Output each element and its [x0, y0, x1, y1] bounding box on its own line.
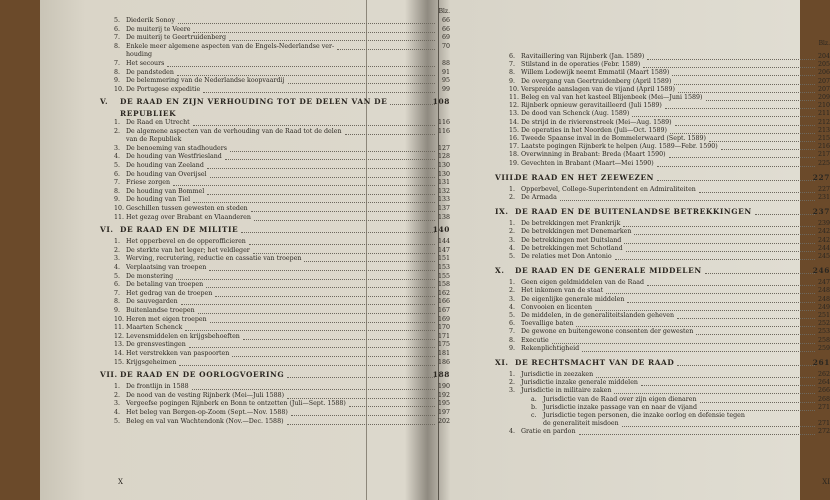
- toc-entry: [100, 85, 450, 94]
- toc-title: Buitenlandse troepen: [126, 307, 195, 314]
- toc-number: 6.: [114, 170, 121, 178]
- column-header: Blz.: [818, 40, 830, 47]
- toc-title: De strijd in de rivierenstreek (Mei—Aug. 1589): [521, 118, 672, 126]
- toc-number: 6.: [114, 281, 121, 289]
- toc-page-number: 215: [817, 135, 830, 142]
- toc-number: 8.: [509, 336, 516, 344]
- toc-page-number: 130: [437, 162, 450, 169]
- toc-page-number: 209: [817, 94, 830, 101]
- toc-number: 8.: [114, 42, 121, 50]
- toc-leader-dots: [390, 103, 435, 105]
- toc-number: 1.: [114, 119, 121, 126]
- toc-number: 9.: [114, 196, 121, 204]
- toc-leader-dots: [657, 165, 815, 167]
- toc-title: De betaling van troepen: [126, 281, 204, 289]
- toc-page-number: 144: [437, 238, 450, 246]
- toc-leader-dots: [287, 423, 435, 425]
- toc-title: Het gedrag van de troepen: [126, 289, 213, 297]
- toc-entry: [100, 213, 450, 222]
- toc-entry: [495, 193, 830, 202]
- toc-number: a.: [531, 395, 537, 403]
- toc-number: 9.: [114, 307, 121, 314]
- page-number: X: [118, 478, 123, 486]
- toc-title: De Raad en Utrecht: [126, 119, 190, 126]
- toc-number: 12.: [114, 332, 125, 340]
- toc-page-number: 192: [437, 391, 450, 399]
- toc-page-number: 217: [817, 151, 830, 159]
- toc-page-number: 69: [441, 34, 450, 42]
- toc-page-number: 197: [437, 409, 450, 416]
- toc-page-number: 268: [817, 395, 830, 403]
- toc-number: 3.: [509, 387, 516, 395]
- toc-number: 11.: [114, 324, 125, 332]
- toc-number: 5.: [114, 162, 121, 169]
- toc-title: De muiterij te Veere: [126, 25, 191, 33]
- toc-page-number: 253: [817, 328, 830, 336]
- toc-page-number: 242: [817, 228, 830, 236]
- toc-title: DE RAAD EN DE GENERALE MIDDELEN: [515, 266, 702, 276]
- toc-title: Het beleg van Bergen-op-Zoom (Sept.—Nov. 1588): [126, 409, 288, 416]
- toc-page-number: 155: [437, 272, 450, 280]
- toc-page-number: 205: [817, 61, 830, 69]
- toc-title: Jurisdictie inzake passage van en naar de vijand: [543, 403, 697, 411]
- toc-number: 10.: [114, 85, 125, 93]
- toc-number: 2.: [509, 228, 516, 236]
- toc-number: IX.: [495, 207, 509, 217]
- toc-title: DE RAAD EN DE OORLOGVOERING: [120, 370, 285, 380]
- toc-number: XI.: [495, 358, 509, 367]
- toc-title: Het verstrekken van paspoorten: [126, 350, 230, 357]
- toc-page-number: 188: [432, 370, 450, 380]
- toc-page-number: 211: [817, 110, 830, 118]
- toc-number: c.: [531, 412, 537, 419]
- toc-page-number: 261: [812, 358, 830, 367]
- toc-title: Tweede Spaanse inval in de Bommelerwaard (Sept. 1589): [521, 135, 706, 142]
- toc-title: De Portugese expeditie: [126, 85, 201, 93]
- toc-title: De pandsteden: [126, 68, 174, 76]
- toc-number: 8.: [114, 298, 121, 306]
- toc-number: 1.: [114, 238, 121, 246]
- toc-page-number: 237: [812, 207, 830, 217]
- toc-leader-dots: [203, 91, 435, 93]
- toc-chapter: [100, 225, 450, 234]
- toc-number: 2.: [114, 127, 121, 135]
- toc-page-number: 127: [437, 144, 450, 152]
- toc-title: De sauvegarden: [126, 298, 178, 306]
- toc-page-number: 66: [441, 25, 450, 33]
- toc-page-number: 249: [817, 303, 830, 311]
- toc-page-number: 246: [812, 266, 830, 276]
- toc-number: 9.: [509, 77, 516, 85]
- toc-page-number: 239: [817, 220, 830, 228]
- toc-title: De overgang van Geertruidenberg (April 1589): [521, 77, 672, 85]
- toc-leader-dots: [287, 376, 435, 378]
- toc-entry: [495, 344, 830, 353]
- toc-title: Vergeefse pogingen Rijnberk en Bonn te ontzetten (Juli—Sept. 1588): [126, 400, 346, 408]
- open-book: [40, 0, 830, 500]
- toc-title: Opperbevel, College-Superintendent en Admiraliteiten: [521, 185, 696, 193]
- toc-title: Werving, recrutering, reductie en cassatie van troepen: [126, 255, 302, 263]
- toc-page-number: 108: [432, 97, 450, 107]
- toc-number: 4.: [509, 428, 516, 436]
- toc-number: 9.: [509, 344, 516, 352]
- toc-number: 3.: [114, 400, 121, 408]
- toc-title: REPUBLIEK: [120, 109, 177, 119]
- toc-number: 5.: [509, 253, 516, 260]
- toc-number: 6.: [509, 53, 516, 60]
- toc-title: De houding van Westfriesland: [126, 153, 222, 161]
- toc-title: De betrekkingen met Frankrijk: [521, 220, 621, 228]
- toc-page-number: 264: [817, 379, 830, 387]
- toc-title: DE RAAD EN ZIJN VERHOUDING TOT DE DELEN VAN DE: [120, 97, 388, 107]
- toc-title: Gratie en pardon: [521, 428, 576, 436]
- toc-page-number: 248: [817, 295, 830, 303]
- toc-number: VII.: [100, 370, 118, 380]
- toc-page-number: 272: [817, 428, 830, 436]
- toc-page-number: 195: [437, 400, 450, 408]
- toc-title: De benoeming van stadhouders: [126, 144, 227, 152]
- toc-title: Het gezag over Brabant en Vlaanderen: [126, 213, 251, 221]
- toc-number: V.: [100, 97, 109, 107]
- toc-title: Maarten Schenck: [126, 324, 183, 332]
- toc-leader-dots: [615, 258, 815, 260]
- toc-page-number: 227: [812, 172, 830, 182]
- toc-title: De Armada: [521, 194, 557, 201]
- toc-number: 14.: [509, 118, 520, 126]
- toc-page-number: 130: [437, 170, 450, 178]
- toc-number: 5.: [114, 17, 121, 24]
- toc-entry: [495, 159, 830, 168]
- toc-title: De betrekkingen met Duitsland: [521, 236, 622, 244]
- toc-title: De grensvestingen: [126, 341, 186, 349]
- toc-number: 2.: [509, 194, 516, 201]
- toc-page-number: 262: [817, 371, 830, 378]
- toc-title: Geen eigen geldmiddelen van de Raad: [521, 279, 645, 287]
- toc-chapter: [495, 266, 830, 275]
- toc-page-number: 153: [437, 264, 450, 271]
- toc-number: 1.: [509, 220, 516, 228]
- toc-title: Jurisdictie in zeezaken: [521, 371, 594, 378]
- toc-title: De frontlijn in 1588: [126, 383, 189, 391]
- toc-title: Rijnberk opnieuw geravitailleerd (Juli 1589): [521, 102, 662, 110]
- toc-title: Beleg en val van het kasteel Blijenbeek (Mei—Juni 1589): [521, 94, 703, 101]
- column-header: Blz.: [438, 8, 450, 15]
- toc-page-number: 147: [437, 246, 450, 254]
- toc-page-number: 213: [817, 126, 830, 134]
- toc-page-number: 227: [817, 185, 830, 193]
- toc-leader-dots: [560, 199, 815, 201]
- toc-number: 1.: [509, 279, 516, 287]
- toc-page-number: 171: [437, 332, 450, 340]
- toc-number: 3.: [509, 236, 516, 244]
- toc-title: De dood van Schenck (Aug. 1589): [521, 110, 630, 118]
- toc-number: 5.: [509, 312, 516, 319]
- toc-page-number: 95: [441, 77, 450, 85]
- toc-number: 7.: [114, 60, 121, 67]
- toc-page-number: 244: [817, 244, 830, 252]
- toc-page-number: 137: [437, 205, 450, 212]
- toc-page-number: 181: [437, 350, 450, 357]
- toc-number: 7.: [509, 328, 516, 336]
- toc-number: 15.: [114, 358, 125, 366]
- toc-number: 7.: [114, 289, 121, 297]
- toc-title: Geschillen tussen gewesten en steden: [126, 205, 248, 212]
- toc-title: Heren met eigen troepen: [126, 315, 207, 323]
- toc-leader-dots: [755, 213, 815, 215]
- toc-page-number: 158: [437, 281, 450, 289]
- toc-number: 11.: [114, 213, 125, 221]
- toc-title: Verspreide aanslagen van de vijand (April 1589): [521, 85, 675, 93]
- toc-title: Enkele meer algemene aspecten van de Engels-Nederlandse ver-: [126, 42, 335, 50]
- toc-title: De gewone en buitengewone consenten der gewesten: [521, 328, 694, 336]
- toc-chapter: [495, 207, 830, 216]
- toc-page-number: 245: [817, 253, 830, 260]
- toc-leader-dots: [241, 231, 435, 233]
- toc-page-number: 207: [817, 77, 830, 85]
- toc-title: Verplaatsing van troepen: [126, 264, 207, 271]
- toc-number: 9.: [114, 77, 121, 85]
- toc-title: DE RAAD EN HET ZEEWEZEN: [515, 172, 655, 182]
- toc-page-number: 133: [437, 196, 450, 204]
- toc-page-number: 206: [817, 69, 830, 77]
- toc-title: Diederik Sonoy: [126, 17, 175, 24]
- toc-number: 8.: [114, 187, 121, 195]
- toc-leader-dots: [254, 219, 435, 221]
- toc-page-number: 138: [437, 213, 450, 221]
- toc-number: 16.: [509, 135, 520, 142]
- toc-number: 14.: [114, 350, 125, 357]
- toc-number: 13.: [114, 341, 125, 349]
- toc-chapter: [495, 173, 830, 182]
- toc-title: DE RECHTSMACHT VAN DE RAAD: [515, 358, 675, 367]
- toc-title: Krijgsgeheimen: [126, 358, 177, 366]
- toc-page-number: 248: [817, 287, 830, 295]
- toc-page-number: 116: [437, 127, 450, 135]
- toc-page-number: 247: [817, 279, 830, 287]
- toc-number: 2.: [114, 246, 121, 254]
- toc-title: Laatste pogingen Rijnberk te helpen (Aug. 1589—Febr. 1590): [521, 143, 718, 151]
- toc-page-number: 170: [437, 324, 450, 332]
- toc-title: De houding van Bommel: [126, 187, 205, 195]
- toc-chapter: [100, 97, 450, 106]
- toc-title: De relaties met Don Antonio: [521, 253, 612, 260]
- toc-title: De belemmering van de Nederlandse koopvaardij: [126, 77, 285, 85]
- toc-title: Willem Lodewijk neemt Emmatil (Maart 1589): [521, 69, 670, 77]
- toc-leader-dots: [579, 433, 815, 435]
- toc-chapter: [495, 358, 830, 367]
- toc-number: 4.: [509, 244, 516, 252]
- right-page: [495, 0, 830, 500]
- toc-entry: [495, 252, 830, 261]
- toc-page-number: 175: [437, 341, 450, 349]
- toc-title: DE RAAD EN DE BUITENLANDSE BETREKKINGEN: [515, 207, 752, 217]
- toc-number: 4.: [114, 264, 121, 271]
- toc-number: 10.: [509, 85, 520, 93]
- toc-number: b.: [531, 403, 538, 411]
- toc-page-number: 91: [441, 68, 450, 76]
- toc-title: De betrekkingen met Schotland: [521, 244, 623, 252]
- toc-title: De operaties in het Noorden (Juli—Oct. 1589): [521, 126, 667, 134]
- toc-number: X.: [495, 266, 505, 276]
- toc-page-number: 169: [437, 315, 450, 323]
- toc-page-number: 88: [441, 60, 450, 67]
- toc-title: DE RAAD EN DE MILITIE: [120, 225, 239, 235]
- toc-page-number: 207: [817, 85, 830, 93]
- toc-title: Toevallige baten: [521, 320, 574, 328]
- toc-page-number: 70: [441, 42, 450, 50]
- toc-title: De houding van Tiel: [126, 196, 191, 204]
- toc-number: 3.: [114, 255, 121, 263]
- toc-page-number: 190: [437, 383, 450, 391]
- toc-leader-dots: [179, 364, 435, 366]
- toc-title: Het inkomen van de staat: [521, 287, 604, 295]
- toc-number: 8.: [509, 69, 516, 77]
- toc-number: 8.: [114, 68, 121, 76]
- toc-page-number: 210: [817, 102, 830, 110]
- toc-entry: [495, 427, 830, 436]
- toc-title: De eigenlijke generale middelen: [521, 295, 625, 303]
- toc-page-number: 162: [437, 289, 450, 297]
- toc-page-number: 204: [817, 53, 830, 60]
- toc-title: houding: [126, 51, 153, 59]
- toc-title: De nood van de vesting Rijnberk (Mei—Juli 1588): [126, 391, 285, 399]
- toc-page-number: 216: [817, 143, 830, 151]
- toc-title: Het secours: [126, 60, 165, 67]
- toc-page-number: 166: [437, 298, 450, 306]
- toc-page-number: 131: [437, 179, 450, 187]
- toc-page-number: 258: [817, 336, 830, 344]
- toc-page-number: 128: [437, 153, 450, 161]
- toc-title: de generaliteit misdoen: [543, 420, 619, 428]
- toc-page-number: 151: [437, 255, 450, 263]
- toc-number: 5.: [114, 272, 121, 280]
- toc-title: Convooien en licenten: [521, 303, 593, 311]
- toc-title: Overwinning in Brabant: Breda (Maart 1590): [521, 151, 666, 159]
- toc-number: 6.: [114, 25, 121, 33]
- toc-title: De muiterij te Geertruidenberg: [126, 34, 227, 42]
- toc-title: Jurisdictie inzake generale middelen: [521, 379, 638, 387]
- toc-leader-dots: [657, 179, 815, 181]
- toc-page-number: 202: [437, 417, 450, 425]
- toc-page-number: 271: [817, 420, 830, 428]
- toc-number: 12.: [509, 102, 520, 110]
- toc-page-number: 186: [437, 358, 450, 366]
- toc-number: 2.: [114, 391, 121, 399]
- toc-entry: [100, 358, 450, 367]
- toc-number: 6.: [509, 320, 516, 328]
- toc-page-number: 132: [437, 187, 450, 195]
- page-number: XI: [822, 478, 830, 486]
- toc-title: Friese zorgen: [126, 179, 171, 187]
- toc-number: 10.: [114, 205, 125, 212]
- toc-title: Stilstand in de operaties (Febr. 1589): [521, 61, 641, 69]
- toc-title: Jurisdictie van de Raad over zijn eigen dienaren: [543, 395, 697, 403]
- toc-number: 2.: [509, 287, 516, 295]
- toc-number: 1.: [509, 185, 516, 193]
- toc-title: Beleg en val van Wachtendonk (Nov.—Dec. 1588): [126, 417, 284, 425]
- toc-page-number: 66: [441, 17, 450, 24]
- toc-number: 4.: [509, 303, 516, 311]
- toc-number: 5.: [114, 417, 121, 425]
- toc-page-number: 271: [817, 403, 830, 411]
- toc-title: De houding van Zeeland: [126, 162, 204, 169]
- toc-number: 2.: [509, 379, 516, 387]
- toc-title: De sterkte van het leger; het veldleger: [126, 246, 250, 254]
- toc-page-number: 167: [437, 307, 450, 314]
- toc-title: Gevechten in Brabant (Maart—Mei 1590): [521, 159, 654, 167]
- toc-title: De betrekkingen met Denemarken: [521, 228, 632, 236]
- toc-number: 15.: [509, 126, 520, 134]
- toc-page-number: 116: [437, 119, 450, 126]
- toc-title: Jurisdictie in militaire zaken: [521, 387, 612, 395]
- toc-page-number: 99: [441, 85, 450, 93]
- toc-number: 10.: [114, 315, 125, 323]
- toc-title: Rekenplichtigheid: [521, 344, 580, 352]
- toc-page-number: 266: [817, 387, 830, 395]
- toc-title: De middelen, in de generaliteitslanden geheven: [521, 312, 675, 319]
- toc-number: 4.: [114, 409, 121, 416]
- toc-title: Jurisdictie tegen personen, die inzake oorlog en defensie tegen: [543, 412, 745, 419]
- toc-title: De monstering: [126, 272, 174, 280]
- toc-leader-dots: [582, 350, 815, 352]
- toc-page-number: 242: [817, 236, 830, 244]
- toc-number: 3.: [509, 295, 516, 303]
- toc-title: Levensmiddelen en krijgsbehoeften: [126, 332, 240, 340]
- toc-number: VIII.: [495, 172, 517, 182]
- toc-number: 3.: [114, 144, 121, 152]
- toc-number: 17.: [509, 143, 520, 151]
- toc-number: 18.: [509, 151, 520, 159]
- toc-title: De algemene aspecten van de verhouding van de Raad tot de delen: [126, 127, 342, 135]
- toc-number: 11.: [509, 94, 520, 101]
- toc-title: Het opperbevel en de opperofficieren: [126, 238, 246, 246]
- toc-title: van de Republiek: [126, 136, 182, 144]
- toc-page-number: 259: [817, 344, 830, 352]
- toc-page-number: 212: [817, 118, 830, 126]
- toc-page-number: 252: [817, 320, 830, 328]
- toc-page-number: 251: [817, 312, 830, 319]
- toc-number: 13.: [509, 110, 520, 118]
- toc-title: De houding van Overijsel: [126, 170, 207, 178]
- toc-page-number: 225: [817, 159, 830, 167]
- toc-number: 7.: [114, 34, 121, 42]
- toc-number: 1.: [114, 383, 121, 391]
- toc-number: 1.: [509, 371, 516, 378]
- toc-number: 19.: [509, 159, 520, 167]
- toc-entry: [100, 417, 450, 426]
- toc-page-number: 140: [432, 225, 450, 235]
- toc-page-number: 231: [817, 194, 830, 201]
- toc-number: VI.: [100, 225, 114, 235]
- toc-title: Executie: [521, 336, 549, 344]
- toc-number: 4.: [114, 153, 121, 161]
- left-page: [100, 0, 450, 500]
- toc-number: 7.: [114, 179, 121, 187]
- toc-leader-dots: [705, 272, 815, 274]
- toc-chapter: [100, 370, 450, 379]
- toc-leader-dots: [677, 364, 815, 366]
- toc-title: Ravitaillering van Rijnberk (Jan. 1589): [521, 53, 645, 60]
- toc-number: 7.: [509, 61, 516, 69]
